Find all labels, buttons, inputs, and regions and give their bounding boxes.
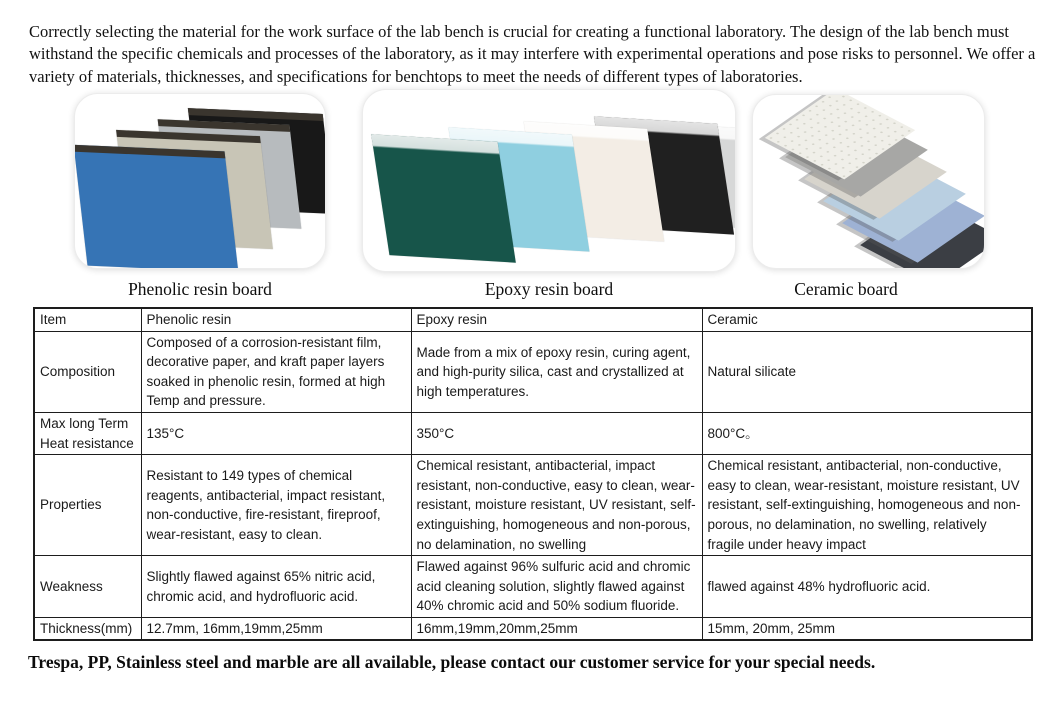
cell-thickness-ceramic: 15mm, 20mm, 25mm: [702, 617, 1032, 640]
phenolic-board-image: [74, 93, 326, 269]
cell-composition-ceramic: Natural silicate: [702, 331, 1032, 412]
cell-properties-ceramic: Chemical resistant, antibacterial, non-conductive, easy to clean, wear-resistant, moisture resistant, UV resistant, self-extinguishing, homogeneous and non-porous, no delamination, no swelling, relatively fragile under heavy impact: [702, 455, 1032, 556]
ceramic-board-image: [752, 94, 985, 269]
board-swatch: [74, 145, 238, 269]
materials-comparison-table: [33, 307, 1033, 641]
cell-heat-phenolic: 135°C: [141, 413, 411, 455]
column-header-phenolic: Phenolic resin: [141, 308, 411, 331]
product-caption-phenolic: Phenolic resin board: [128, 279, 272, 300]
table-row-thickness: [34, 617, 1032, 640]
column-header-epoxy: Epoxy resin: [411, 308, 702, 331]
cell-weakness-phenolic: Slightly flawed against 65% nitric acid, chromic acid, and hydrofluoric acid.: [141, 556, 411, 618]
intro-paragraph: Correctly selecting the material for the work surface of the lab bench is crucial for creating a functional laboratory. The design of the lab bench must withstand the specific chemicals and processes of the laboratory, as it may interfere with experimental operations and pose risks to personnel. We offer a variety of materials, thicknesses, and specifications for benchtops to meet the needs of different types of laboratories.: [29, 22, 1036, 86]
footer-note: Trespa, PP, Stainless steel and marble are all available, please contact our customer service for your special needs.: [28, 652, 876, 673]
cell-composition-epoxy: Made from a mix of epoxy resin, curing agent, and high-purity silica, cast and crystallized at high temperatures.: [411, 331, 702, 412]
row-label: Properties: [34, 455, 141, 556]
cell-thickness-epoxy: 16mm,19mm,20mm,25mm: [411, 617, 702, 640]
cell-heat-ceramic: 800°C。: [702, 413, 1032, 455]
product-caption-epoxy: Epoxy resin board: [484, 279, 614, 300]
row-label: Thickness(mm): [34, 617, 141, 640]
cell-weakness-ceramic: flawed against 48% hydrofluoric acid.: [702, 556, 1032, 618]
cell-properties-epoxy: Chemical resistant, antibacterial, impact resistant, non-conductive, easy to clean, wear-resistant, moisture resistant, UV resistant, self-extinguishing, homogeneous and non-porous, no delamination, no swelling: [411, 455, 702, 556]
row-label: Max long Term Heat resistance: [34, 413, 141, 455]
column-header-ceramic: Ceramic: [702, 308, 1032, 331]
cell-properties-phenolic: Resistant to 149 types of chemical reagents, antibacterial, impact resistant, non-conductive, fire-resistant, fireproof, wear-resistant, easy to clean.: [141, 455, 411, 556]
table-header-row: [34, 308, 1032, 331]
table-row-composition: [34, 331, 1032, 412]
product-caption-ceramic: Ceramic board: [794, 279, 898, 300]
row-label: Composition: [34, 331, 141, 412]
cell-weakness-epoxy: Flawed against 96% sulfuric acid and chromic acid cleaning solution, slightly flawed against 40% chromic acid and 50% sodium fluoride.: [411, 556, 702, 618]
table-row-weakness: [34, 556, 1032, 618]
product-gallery: [0, 88, 1060, 301]
cell-thickness-phenolic: 12.7mm, 16mm,19mm,25mm: [141, 617, 411, 640]
table-row-properties: [34, 455, 1032, 556]
column-header-item: Item: [34, 308, 141, 331]
table-row-heat-resistance: [34, 413, 1032, 455]
epoxy-board-image: [362, 89, 736, 272]
row-label: Weakness: [34, 556, 141, 618]
board-swatch: [371, 135, 516, 263]
cell-heat-epoxy: 350°C: [411, 413, 702, 455]
cell-composition-phenolic: Composed of a corrosion-resistant film, decorative paper, and kraft paper layers soaked in phenolic resin, formed at high Temp and pressure.: [141, 331, 411, 412]
